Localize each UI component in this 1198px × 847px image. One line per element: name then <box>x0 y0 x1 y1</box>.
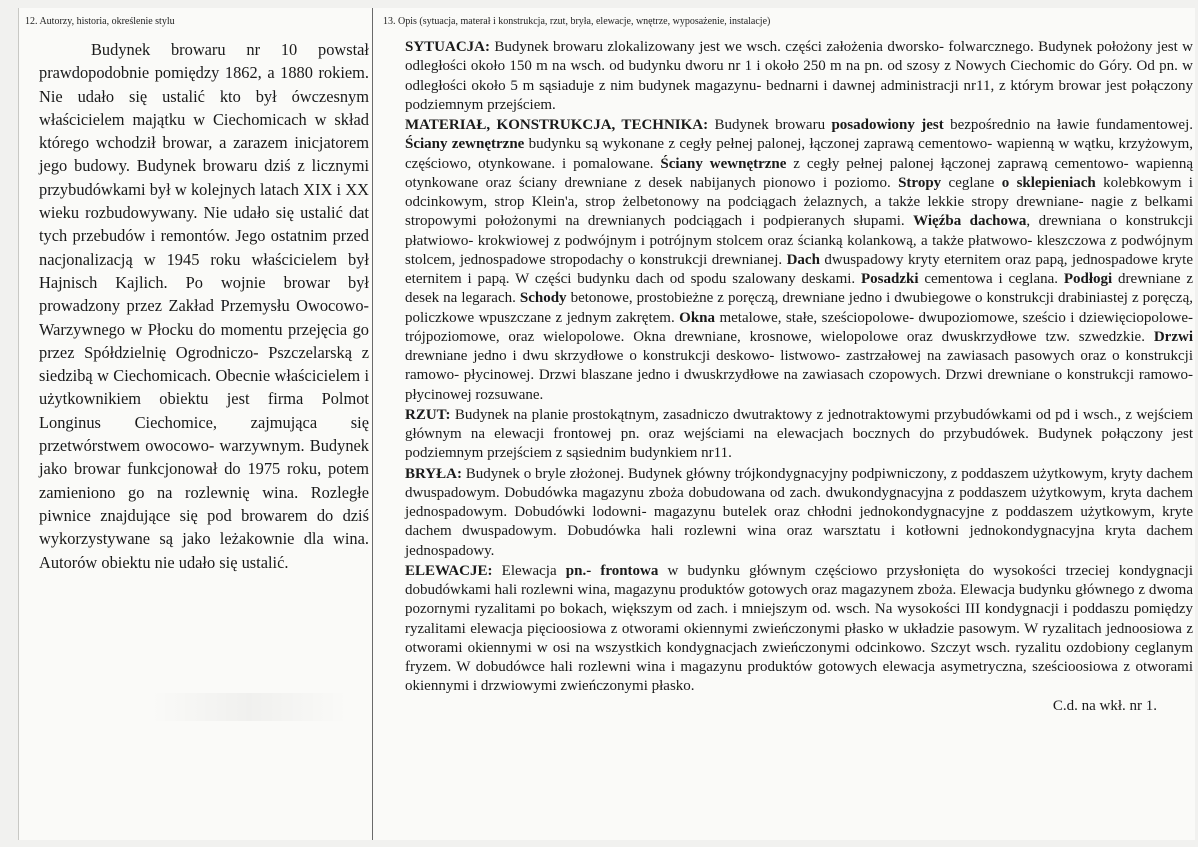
description-text-block <box>405 38 1193 716</box>
continuation-line <box>405 697 1193 716</box>
rzut-paragraph <box>405 406 1193 464</box>
material-text: cementowa i ceglana. <box>918 271 1064 287</box>
bryla-heading: BRYŁA: <box>405 465 462 482</box>
material-keyword: Okna <box>679 309 716 326</box>
material-text: Budynek browaru <box>708 117 832 133</box>
material-text: kolebkowym i odcinkowym, strop Klein'a, strop żelbetonowy na podciągach żelaznych, a także lekkie stropy drewniane- nagie z belkami stropowymi położonymi na drewnianych podciągach i podpieranych słupami. <box>405 174 1193 230</box>
scan-shadow <box>149 693 349 721</box>
material-keyword: Posadzki <box>860 271 919 287</box>
material-keyword: o sklepieniach <box>1001 174 1096 191</box>
elewacje-paragraph <box>405 562 1193 697</box>
right-column <box>373 8 1195 840</box>
material-text: budynku są wykonane z cegły pełnej palonej, łączonej zaprawą cementowo- wapienną w wątku, krzyżowym, częściowo, otynkowane. i pomalowane. <box>405 136 1193 172</box>
elewacje-text: Elewacja <box>492 562 566 579</box>
material-keyword: Podłogi <box>1063 271 1113 287</box>
section-13-header: 13. Opis (sytuacja, materał i konstrukcja, rzut, bryła, elewacje, wnętrze, wyposażenie, instalacje) <box>383 16 771 27</box>
material-keyword: Więźba dachowa <box>913 213 1027 230</box>
bryla-paragraph <box>405 465 1193 561</box>
history-text-block <box>39 38 369 574</box>
material-text: bezpośrednio na ławie fundamentowej. <box>943 117 1193 133</box>
rzut-text: Budynek na planie prostokątnym, zasadniczo dwutraktowy z jednotraktowymi przybudówkami od pd i wsch., z wejściem głównym na elewacji frontowej pn. oraz wejściami na elewacjach bocznych do przybudówek. Budynek połączony jest podziemnym przejściem z sąsiednim budynkiem nr11. <box>405 406 1193 462</box>
sytuacja-paragraph <box>405 38 1193 115</box>
bryla-text: Budynek o bryle złożonej. Budynek główny trójkondygnacyjny podpiwniczony, z poddaszem użytkowym, kryty dachem dwuspadowym. Dobudówka magazynu zboża dobudowana od zach. dwukondygnacyjna z poddaszem użytkowym, kryta dachem jednospadowym. Dobudówki lodowni- magazynu butelek oraz chłodni jednokondygnacyjne z poddaszem użytkowym, kryte dachem dwuspadowym. Dobudówka hali rozlewni wina oraz warsztatu i kotłowni jednokondygnacyjna kryta dachem jednospadowy. <box>405 465 1193 559</box>
material-keyword: Schody <box>519 290 567 307</box>
elewacje-keyword: pn.- frontowa <box>565 562 659 579</box>
document-sheet <box>18 8 1195 840</box>
material-paragraph <box>405 116 1193 405</box>
sytuacja-heading: SYTUACJA: <box>405 39 491 55</box>
sytuacja-text: Budynek browaru zlokalizowany jest we wsch. części założenia dworsko- folwarcznego. Budynek położony jest w odległości około 150 m na wsch. od budynku dworu nr 1 i około 250 m na pn. od szosy z Nowych Ciechomic do Góry. Od pn. w odległości około 5 m sąsiaduje z nim budynek magazynu- bednarni i dawnej administracji nr11, z którym browar jest połączony podziemnym przejściem. <box>405 39 1193 113</box>
material-keyword: Drzwi <box>1153 328 1193 345</box>
elewacje-text: w budynku głównym częściowo przysłonięta do wysokości trzeciej kondygnacji dobudówkami hali rozlewni wina, magazynu produktów gotowych oraz magazynem zboża. Elewacja budynku głównego z dwoma pozornymi ryzalitami po bokach, większym od zach. i mniejszym od. wsch. Na wysokości III kondygnacji i poddaszu pomiędzy ryzalitami elewacja pięcioosiowa z otworami okiennymi zwieńczonymi płasko w układzie pasowym. W ryzalitach jednoosiowa z otworami okiennymi w osi na wszystkich kondygnacjach zwieńczonymi odcinkowo. Szczyt wsch. ryzalitu ozdobiony ceglanym fryzem. W dobudówce hali rozlewni wina i magazynu produktów gotowych elewacja asymetryczna, sześcioosiowa z otworami okiennymi i drzwiowymi zwieńczonymi płasko. <box>405 562 1193 695</box>
history-paragraph: Budynek browaru nr 10 powstał prawdopodobnie pomiędzy 1862, a 1880 rokiem. Nie udało się ustalić kto był ówczesnym właścicielem majątku w Ciechomicach w skład którego wchodził browar, a zarazem inicjatorem jego budowy. Budynek browaru dziś z licznymi przybudówkami był w kolejnych latach XIX i XX wieku rozbudowywany. Nie udało się ustalić dat tych przebudów i remontów. Jego ostatnim przed nacjonalizacją w 1945 roku właścicielem był Hajnisch Kajlich. Po wojnie browar był prowadzony przez Zakład Przemysłu Owocowo- Warzywnego w Płocku do momentu przejęcia go przez Spółdzielnię Ogrodniczo- Pszczelarską z siedzibą w Ciechomicach. Obecnie właścicielem i użytkownikiem obiektu jest firma Polmot Longinus Ciechomice, zajmująca się przetwórstwem owocowo- warzywnym. Budynek jako browar funkcjonował do 1975 roku, potem zamieniono go na rozlewnię wina. Rozległe piwnice znajdujące się pod browarem do dziś wykorzystywane są jako leżakownie dla wina. Autorów obiektu nie udało się ustalić. <box>39 40 369 572</box>
material-text: ceglane <box>941 174 1002 191</box>
elewacje-heading: ELEWACJE: <box>405 562 493 579</box>
material-text: z cegły pełnej palonej łączonej zaprawą cementowo- wapienną otynkowane oraz ściany drewniane z desek nabijanych pionowo i poziomo. <box>405 155 1193 191</box>
material-keyword: posadowiony jest <box>831 117 944 133</box>
continuation-note: C.d. na wkł. nr 1. <box>1052 697 1157 714</box>
rzut-heading: RZUT: <box>405 406 451 423</box>
material-keyword: Stropy <box>898 174 942 191</box>
material-keyword: Dach <box>786 251 820 268</box>
material-text: , drewniana o konstrukcji płatwiowo- krokwiowej z podwójnym i potrójnym stolcem oraz ścianką kolankową, a także płatwowo- kleszczowa z podwójnym stolcem, jednospadowe stropodachy o konstrukcji drewnianej. <box>405 213 1194 268</box>
material-keyword: Ściany wewnętrzne <box>660 155 787 172</box>
material-text: betonowe, prostobieżne z poręczą, drewniane jedno i dwubiegowe o konstrukcji drabiniastej z poręczą, policzkowe wpuszczane z jednym zakrętem. <box>405 290 1193 326</box>
section-12-header: 12. Autorzy, historia, określenie stylu <box>25 16 175 27</box>
material-text: metalowe, stałe, sześciopolowe- dwupoziomowe, sześcio i dziewięciopolowe- trójpoziomowe, oraz wielopolowe. Okna drewniane, krosnowe, wielopolowe oraz dwuskrzydłowe tzw. szwedzkie. <box>405 309 1194 345</box>
material-keyword: Ściany zewnętrzne <box>405 136 525 153</box>
material-text: dwuspadowy kryty eternitem oraz papą, jednospadowe kryte eternitem i papą. W części budynku dach od spodu szalowany deskami. <box>405 251 1193 287</box>
left-column <box>19 8 373 840</box>
material-text: drewniane jedno i dwu skrzydłowe o konstrukcji deskowo- listwowo- zastrzałowej na zawiasach pasowych oraz o konstrukcji ramowo- płycinowej. Drzwi blaszane jedno i dwuskrzydłowe na zawiasach czopowych. Drzwi drewniane o konstrukcji ramowo- płycinowej rozsuwane. <box>405 348 1193 403</box>
material-heading: MATERIAŁ, KONSTRUKCJA, TECHNIKA: <box>405 117 709 133</box>
material-text: drewniane z desek na legarach. <box>405 271 1193 307</box>
